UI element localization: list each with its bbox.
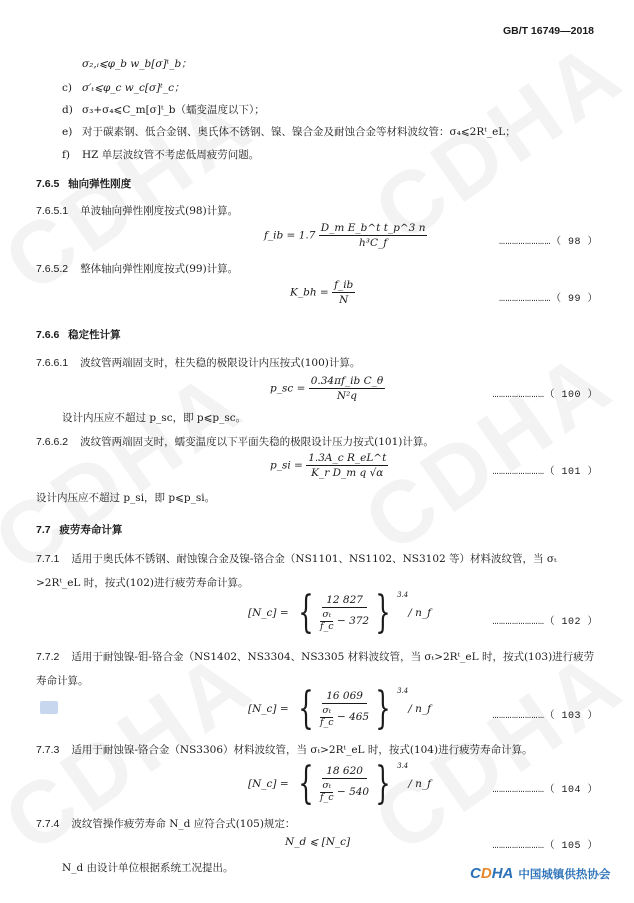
eq-numerator: f_ib <box>334 279 354 291</box>
clause-772 <box>36 645 602 693</box>
eq-denominator <box>320 608 369 632</box>
stress-ratio: $\frac{\text{σₜ}}{f\_c}$ <box>320 780 334 803</box>
eq-denominator: h³C_f <box>359 237 388 249</box>
eq-fraction <box>319 222 428 249</box>
eq-fraction <box>320 765 369 803</box>
list-item <box>62 56 192 71</box>
left-brace: { <box>298 758 314 809</box>
clause-7652 <box>36 261 238 276</box>
equation-number: ……………………（ 101 ） <box>492 467 598 478</box>
item-text: HZ 单层波纹管不考虑低周疲劳问题。 <box>82 149 260 161</box>
section-number: 7.7 <box>36 524 51 536</box>
clause-773 <box>36 742 533 757</box>
equation-105: N_d ⩽ [N_c] <box>285 836 351 848</box>
eq-tail: / n_f <box>408 778 432 790</box>
clause-number: 7.7.4 <box>36 818 60 830</box>
section-heading <box>36 327 121 342</box>
section-title: 稳定性计算 <box>68 329 121 341</box>
section-heading <box>36 176 131 191</box>
section-number: 7.6.5 <box>36 178 60 190</box>
section-heading <box>36 522 122 537</box>
eq-numerator: 0.34πf_ib C_θ <box>310 375 384 387</box>
eq-tail: / n_f <box>408 703 432 715</box>
stress-ratio: $\frac{\text{σₜ}}{f\_c}$ <box>320 705 334 728</box>
equation-104 <box>248 758 432 809</box>
eq-lhs: f_ib = 1.7 <box>264 229 316 242</box>
clause-7661 <box>36 355 360 370</box>
clause-text: 适用于耐蚀镍-铬合金（NS3306）材料波纹管，当 σₜ>2Rᵗ_eL 时，按式(104)进行疲劳寿命计算。 <box>71 744 533 756</box>
eq-denominator <box>320 779 369 803</box>
item-label: c) <box>62 82 72 94</box>
list-item <box>62 124 516 139</box>
eq-coefficient: 18 620 <box>322 765 367 779</box>
item-text: σ′ₜ⩽φ_c w_c[σ]ᵗ_c； <box>82 82 185 94</box>
eq-fraction <box>306 452 388 479</box>
eq-lhs: p_si = <box>270 459 303 472</box>
eq-lhs: K_bh = <box>290 286 329 299</box>
section-title: 轴向弹性刚度 <box>68 178 132 190</box>
clause-text: 波纹管两端固支时，柱失稳的极限设计内压按式(100)计算。 <box>80 357 361 369</box>
eq-tail: / n_f <box>408 607 432 619</box>
list-item <box>62 102 265 117</box>
equation-number: ……………………（ 105 ） <box>492 841 598 852</box>
eq-lhs: [N_c] = <box>248 703 289 715</box>
eq-fraction <box>320 690 369 728</box>
clause-number: 7.6.6.1 <box>36 357 69 369</box>
equation-102 <box>248 587 432 638</box>
fatigue-formula <box>248 758 432 809</box>
equation-number: ……………………（ 100 ） <box>492 390 598 401</box>
eq-lhs: [N_c] = <box>248 778 289 790</box>
eq-exponent: 3.4 <box>397 762 409 770</box>
list-item <box>62 147 259 162</box>
equation-number: ……………………（ 103 ） <box>492 711 598 722</box>
eq-exponent: 3.4 <box>397 591 409 599</box>
clause-text: 适用于奥氏体不锈钢、耐蚀镍合金及镍-铬合金（NS1101、NS1102、NS3102 等）材料波纹管，当 σₜ >2Rᵗ_eL 时，按式(102)进行疲劳寿命计算。 <box>36 553 557 589</box>
equation-number: ……………………（ 98 ） <box>498 237 598 248</box>
list-item <box>62 80 184 95</box>
clause-note: N_d 由设计单位根据系统工况提出。 <box>62 862 234 874</box>
item-text: σ₃+σ₄⩽C_m[σ]ᵗ_b（蠕变温度以下）； <box>82 104 265 116</box>
eq-denominator: N²q <box>336 390 358 402</box>
cdha-logo <box>470 865 610 882</box>
eq-lhs: [N_c] = <box>248 607 289 619</box>
eq-exponent: 3.4 <box>397 687 409 695</box>
section-number: 7.6.6 <box>36 329 60 341</box>
clause-number: 7.7.3 <box>36 744 60 756</box>
eq-denominator <box>320 704 369 728</box>
item-text: 对于碳素钢、低合金钢、奥氏体不锈钢、镍、镍合金及耐蚀合金等材料波纹管：σ₄⩽2Rᵗ_eL； <box>82 126 516 138</box>
eq-fraction <box>332 279 355 306</box>
clause-774 <box>36 816 295 831</box>
equation-103 <box>248 683 432 734</box>
fatigue-formula <box>248 683 432 734</box>
equation-101 <box>270 452 388 479</box>
document-icon <box>40 701 58 714</box>
clause-7662 <box>36 434 434 449</box>
equation-98 <box>264 222 427 249</box>
clause-text: 适用于耐蚀镍-钼-铬合金（NS1402、NS3304、NS3305 材料波纹管，当 σₜ>2Rᵗ_eL 时，按式(103)进行疲劳寿命计算。 <box>36 651 595 687</box>
clause-number: 7.6.5.2 <box>36 263 69 275</box>
watermark <box>346 329 632 572</box>
item-label: f) <box>62 149 70 161</box>
right-brace: } <box>375 758 391 809</box>
equation-99 <box>290 279 355 306</box>
equation-number: ……………………（ 99 ） <box>498 294 598 305</box>
clause-text: 整体轴向弹性刚度按式(99)计算。 <box>80 263 239 275</box>
clause-number: 7.6.6.2 <box>36 436 69 448</box>
clause-note: 设计内压应不超过 p_si，即 p⩽p_si。 <box>36 492 216 504</box>
eq-fraction <box>309 375 385 402</box>
item-text: σ₂,ᵢ⩽φ_b w_b[σ]ᵗ_b； <box>82 58 192 70</box>
clause-number: 7.6.5.1 <box>36 205 69 217</box>
eq-coefficient: 12 827 <box>322 594 367 608</box>
fatigue-formula <box>248 587 432 638</box>
left-brace: { <box>298 683 314 734</box>
clause-number: 7.7.2 <box>36 651 60 663</box>
equation-number: ……………………（ 104 ） <box>492 785 598 796</box>
eq-minus-term: − 465 <box>336 711 370 723</box>
right-brace: } <box>375 683 391 734</box>
item-label: e) <box>62 126 73 138</box>
equation-100 <box>270 375 385 402</box>
equation-number: ……………………（ 102 ） <box>492 617 598 628</box>
eq-numerator: D_m E_b^t t_p^3 n <box>320 222 426 234</box>
eq-fraction <box>320 594 369 632</box>
clause-number: 7.7.1 <box>36 553 60 565</box>
eq-denominator: K_r D_m q √α <box>311 467 384 479</box>
eq-numerator: 1.3A_c R_eL^t <box>308 452 387 464</box>
section-title: 疲劳寿命计算 <box>59 524 123 536</box>
clause-text: 波纹管操作疲劳寿命 N_d 应符合式(105)规定： <box>71 818 296 830</box>
stress-ratio: $\frac{\text{σₜ}}{f\_c}$ <box>320 609 334 632</box>
left-brace: { <box>298 587 314 638</box>
clause-7651 <box>36 203 238 218</box>
clause-771 <box>36 547 602 595</box>
eq-denominator: N <box>339 294 349 306</box>
clause-text: 波纹管两端固支时，蠕变温度以下平面失稳的极限设计压力按式(101)计算。 <box>80 436 434 448</box>
logo-mark: CDHA <box>470 865 514 882</box>
association-name: 中国城镇供热协会 <box>518 868 611 881</box>
clause-text: 单波轴向弹性刚度按式(98)计算。 <box>80 205 239 217</box>
item-label: d) <box>62 104 73 116</box>
clause-note: 设计内压应不超过 p_sc，即 p⩽p_sc。 <box>62 412 247 424</box>
standard-number: GB/T 16749—2018 <box>502 25 594 37</box>
right-brace: } <box>375 587 391 638</box>
eq-minus-term: − 372 <box>336 615 370 627</box>
eq-lhs: p_sc = <box>270 382 306 395</box>
eq-minus-term: − 540 <box>336 786 370 798</box>
eq-coefficient: 16 069 <box>322 690 367 704</box>
